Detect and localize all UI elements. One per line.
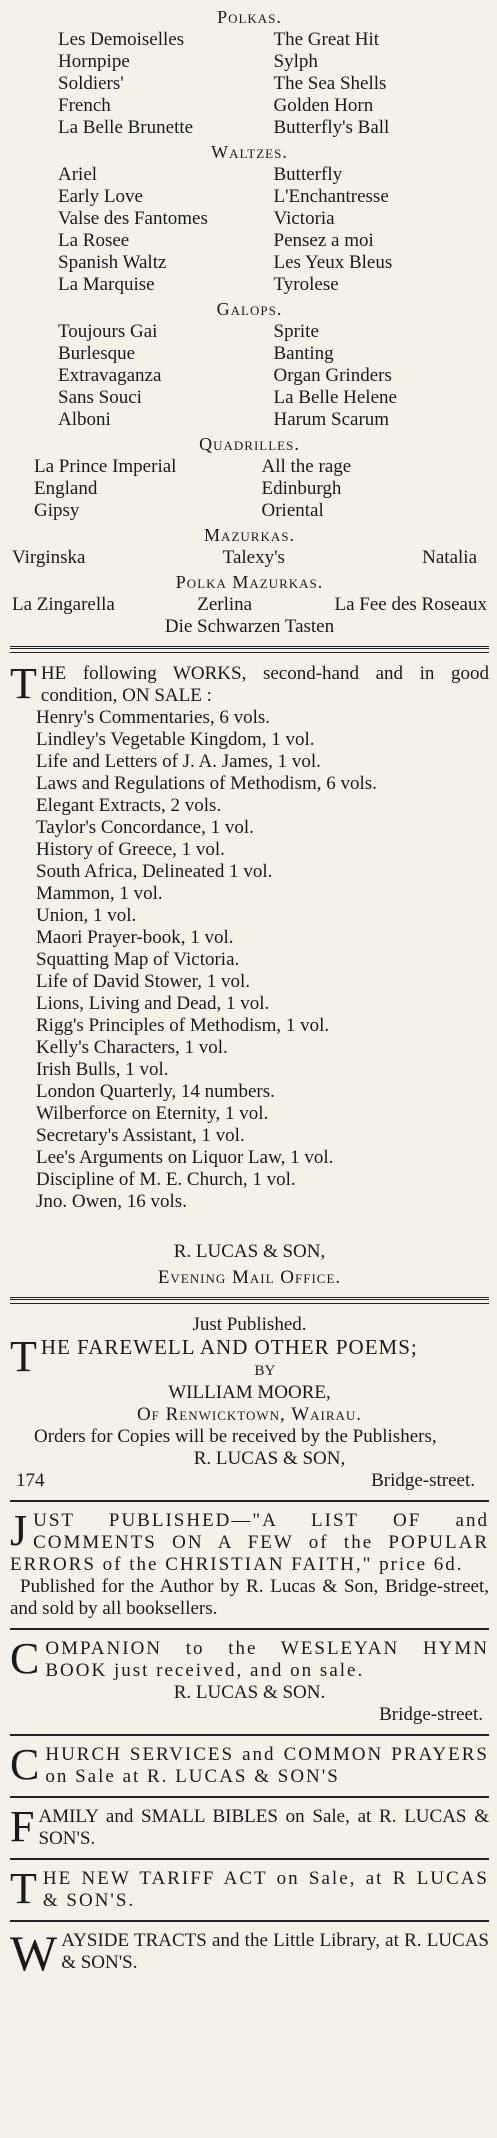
drop-cap: C: [10, 1740, 42, 1789]
list-item: Henry's Commentaries, 6 vols.: [36, 707, 271, 728]
list-item: Spanish Waltz: [58, 252, 167, 273]
orders-text: Orders for Copies will be received by the Publishers,: [34, 1426, 437, 1447]
list-item: Lindley's Vegetable Kingdom, 1 vol.: [36, 729, 315, 750]
polkas-grid: [10, 29, 489, 139]
list-item: Ariel: [58, 164, 98, 185]
published-text: Published for the Author by R. Lucas & Son, Bridge-street, and sold by all booksellers.: [10, 1576, 489, 1619]
list-item: Tyrolese: [273, 274, 339, 295]
list-item: Les Demoiselles: [58, 29, 185, 50]
list-item: Talexy's: [222, 547, 285, 568]
mazurkas-heading: Mazurkas.: [204, 525, 295, 545]
list-item: La Marquise: [58, 274, 155, 295]
polka-mazurkas-heading: Polka Mazurkas.: [175, 572, 324, 592]
list-item: Alboni: [58, 409, 111, 430]
author-name: WILLIAM MOORE,: [168, 1382, 331, 1403]
street-name: Bridge-street.: [379, 1704, 483, 1725]
family-advert: [10, 1802, 489, 1851]
section-divider: [10, 1297, 489, 1304]
list-item: Die Schwarzen Tasten: [164, 616, 335, 637]
waltzes-heading: Waltzes.: [211, 142, 288, 162]
family-text: AMILY and SMALL BIBLES on Sale, at R. LUCAS & SON'S.: [38, 1806, 489, 1849]
firm-name: R. LUCAS & SON,: [173, 1241, 326, 1262]
list-item: Gipsy: [34, 500, 80, 521]
list-item: La Rosee: [58, 230, 130, 251]
advert-number: 174: [16, 1470, 45, 1491]
list-item: The Great Hit: [273, 29, 380, 50]
polkas-heading: Polkas.: [217, 7, 282, 27]
drop-cap: T: [10, 1864, 39, 1913]
list-item: La Belle Helene: [273, 387, 397, 408]
quadrilles-grid: [10, 456, 489, 522]
list-item: Virginska: [12, 547, 86, 568]
list-item: Burlesque: [58, 343, 136, 364]
list-item: Jno. Owen, 16 vols.: [36, 1191, 187, 1212]
list-item: Irish Bulls, 1 vol.: [36, 1059, 169, 1080]
list-item: La Zingarella: [12, 594, 115, 615]
galops-grid: [10, 321, 489, 431]
list-item: Golden Horn: [273, 95, 374, 116]
list-item: Life and Letters of J. A. James, 1 vol.: [36, 751, 321, 772]
list-item: Oriental: [261, 500, 324, 521]
list-item: The Sea Shells: [273, 73, 387, 94]
list-item: London Quarterly, 14 numbers.: [36, 1081, 275, 1102]
list-item: Mammon, 1 vol.: [36, 883, 163, 904]
music-list: [10, 6, 489, 638]
tariff-text: HE NEW TARIFF ACT on Sale, at R LUCAS & SON'S.: [42, 1868, 489, 1911]
by-label: BY: [254, 1363, 276, 1379]
drop-cap: F: [10, 1802, 35, 1851]
mazurkas-row: [10, 547, 489, 569]
list-item: Discipline of M. E. Church, 1 vol.: [36, 1169, 296, 1190]
list-item: Natalia: [422, 547, 477, 568]
list-item: Valse des Fantomes: [58, 208, 208, 229]
drop-cap: T: [10, 659, 37, 708]
list-item: Organ Grinders: [273, 365, 392, 386]
list-item: Lee's Arguments on Liquor Law, 1 vol.: [36, 1147, 334, 1168]
list-item: Taylor's Concordance, 1 vol.: [36, 817, 254, 838]
list-item: Elegant Extracts, 2 vols.: [36, 795, 222, 816]
companion-text: OMPANION to the WESLEYAN HYMN BOOK just received, and on sale.: [45, 1638, 489, 1681]
list-item: Sans Souci: [58, 387, 142, 408]
list-item: La Prince Imperial: [34, 456, 177, 477]
section-divider: [10, 1858, 489, 1860]
list-item: Banting: [273, 343, 334, 364]
list-item: Harum Scarum: [273, 409, 390, 430]
list-item: History of Greece, 1 vol.: [36, 839, 225, 860]
list-item: Laws and Regulations of Methodism, 6 vols.: [36, 773, 377, 794]
list-item: Toujours Gai: [58, 321, 158, 342]
drop-cap: T: [10, 1332, 37, 1381]
church-advert: [10, 1740, 489, 1789]
comments-text: UST PUBLISHED—"A LIST OF and COMMENTS ON A FEW of the POPULAR ERRORS of the CHRISTIAN FAITH," price 6d.: [10, 1510, 489, 1575]
drop-cap: C: [10, 1634, 42, 1683]
companion-advert: [10, 1634, 489, 1726]
tariff-advert: [10, 1864, 489, 1913]
section-divider: [10, 646, 489, 653]
list-item: Hornpipe: [58, 51, 130, 72]
list-item: Early Love: [58, 186, 143, 207]
section-divider: [10, 1628, 489, 1630]
list-item: Sylph: [273, 51, 318, 72]
drop-cap: W: [10, 1925, 58, 1981]
list-item: Maori Prayer-book, 1 vol.: [36, 927, 234, 948]
list-item: Sprite: [273, 321, 319, 342]
list-item: South Africa, Delineated 1 vol.: [36, 861, 273, 882]
list-item: Pensez a moi: [273, 230, 374, 251]
section-divider: [10, 1734, 489, 1736]
list-item: Extravaganza: [58, 365, 162, 386]
works-list: [10, 707, 489, 1213]
church-text: HURCH SERVICES and COMMON PRAYERS on Sale at R. LUCAS & SON'S: [45, 1744, 489, 1787]
list-item: Kelly's Characters, 1 vol.: [36, 1037, 228, 1058]
list-item: Union, 1 vol.: [36, 905, 137, 926]
list-item: All the rage: [261, 456, 352, 477]
list-item: Victoria: [273, 208, 335, 229]
quadrilles-heading: Quadrilles.: [199, 434, 300, 454]
list-item: Lions, Living and Dead, 1 vol.: [36, 993, 270, 1014]
section-divider: [10, 1500, 489, 1502]
wayside-advert: [10, 1925, 489, 1981]
section-divider: [10, 1796, 489, 1798]
just-published: Just Published.: [192, 1314, 307, 1335]
list-item: L'Enchantresse: [273, 186, 389, 207]
street-name: Bridge-street.: [371, 1470, 475, 1491]
waltzes-grid: [10, 164, 489, 296]
office-name: Evening Mail Office.: [157, 1267, 342, 1288]
list-item: Butterfly: [273, 164, 343, 185]
list-item: Butterfly's Ball: [273, 117, 390, 138]
list-item: Les Yeux Bleus: [273, 252, 393, 273]
polka-mazurkas-row: [10, 594, 489, 616]
list-item: La Belle Brunette: [58, 117, 194, 138]
list-item: England: [34, 478, 98, 499]
galops-heading: Galops.: [216, 299, 283, 319]
list-item: Life of David Stower, 1 vol.: [36, 971, 251, 992]
list-item: Zerlina: [197, 594, 253, 615]
list-item: French: [58, 95, 111, 116]
list-item: Wilberforce on Eternity, 1 vol.: [36, 1103, 269, 1124]
author-place: Of Renwicktown, Wairau.: [136, 1404, 363, 1425]
list-item: Rigg's Principles of Methodism, 1 vol.: [36, 1015, 330, 1036]
list-item: Soldiers': [58, 73, 124, 94]
firm-name: R. LUCAS & SON.: [173, 1682, 326, 1703]
list-item: Squatting Map of Victoria.: [36, 949, 240, 970]
works-advert: [10, 659, 489, 1289]
drop-cap: J: [10, 1506, 30, 1555]
list-item: Edinburgh: [261, 478, 342, 499]
works-intro: HE following WORKS, second-hand and in good condition, ON SALE :: [40, 663, 489, 706]
comments-advert: [10, 1506, 489, 1620]
poem-title: HE FAREWELL AND OTHER POEMS;: [40, 1335, 418, 1359]
list-item: La Fee des Roseaux: [334, 594, 487, 615]
list-item: Secretary's Assistant, 1 vol.: [36, 1125, 245, 1146]
farewell-advert: [10, 1314, 489, 1492]
section-divider: [10, 1920, 489, 1922]
wayside-text: AYSIDE TRACTS and the Little Library, at R. LUCAS & SON'S.: [61, 1930, 489, 1973]
firm-name: R. LUCAS & SON,: [193, 1448, 346, 1469]
